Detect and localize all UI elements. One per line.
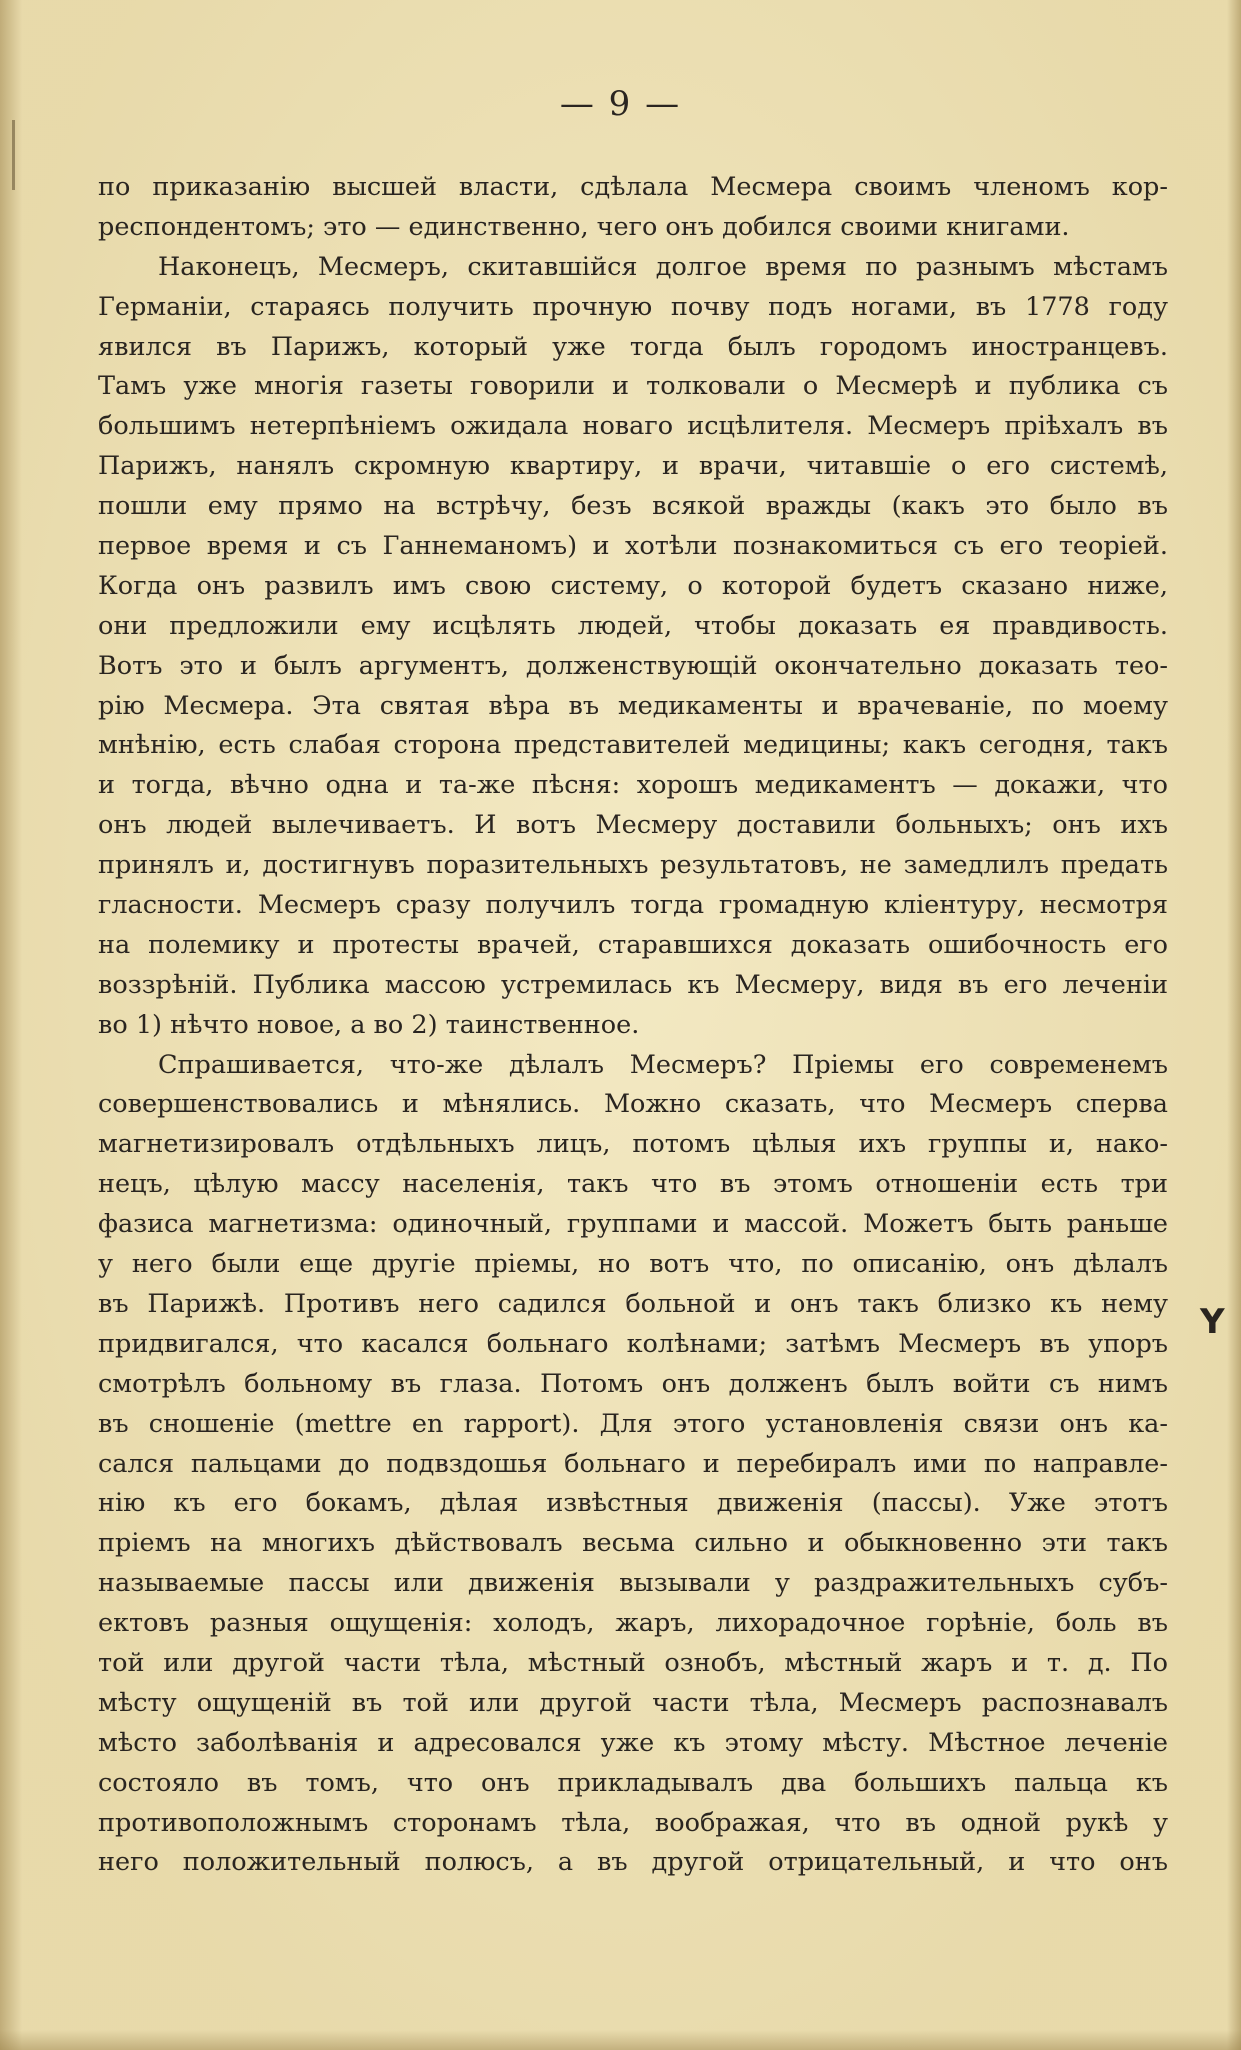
text-line: придвигался, что касался больнаго колѣнами; затѣмъ Месмеръ въ упоръ xyxy=(98,1328,1168,1359)
text-line: мѣсту ощущеній въ той или другой части тѣла, Месмеръ распознавалъ xyxy=(98,1687,1168,1718)
text-line: Когда онъ развилъ имъ свою систему, о которой будетъ сказано ниже, xyxy=(98,570,1168,601)
text-line: смотрѣлъ больному въ глаза. Потомъ онъ долженъ былъ войти съ нимъ xyxy=(98,1368,1168,1399)
text-line: Спрашивается, что-же дѣлалъ Месмеръ? Пріемы его современемъ xyxy=(158,1049,1168,1080)
text-line: онъ людей вылечиваетъ. И вотъ Месмеру доставили больныхъ; онъ ихъ xyxy=(98,810,1168,841)
page-left-shadow xyxy=(0,0,22,2050)
text-line: во 1) нѣчто новое, а во 2) таинственное. xyxy=(98,1009,640,1040)
page-number: — 9 — xyxy=(559,84,682,124)
body-text xyxy=(98,168,1168,1883)
text-line: магнетизировалъ отдѣльныхъ лицъ, потомъ цѣлыя ихъ группы и, нако- xyxy=(98,1129,1168,1160)
text-line: называемые пассы или движенія вызывали у раздражительныхъ субъ- xyxy=(98,1568,1168,1599)
text-line: совершенствовались и мѣнялись. Можно сказать, что Месмеръ сперва xyxy=(98,1089,1168,1120)
text-line: фазиса магнетизма: одиночный, группами и массой. Можетъ быть раньше xyxy=(98,1209,1168,1240)
text-line: нецъ, цѣлую массу населенія, такъ что въ этомъ отношеніи есть три xyxy=(98,1169,1168,1200)
text-line: на полемику и протесты врачей, старавшихся доказать ошибочность его xyxy=(98,929,1168,960)
margin-annotation: Y xyxy=(1200,1302,1225,1342)
text-line: первое время и съ Ганнеманомъ) и хотѣли познакомиться съ его теоріей. xyxy=(98,531,1168,562)
text-line: по приказанію высшей власти, сдѣлала Месмера своимъ членомъ кор- xyxy=(98,172,1168,202)
text-line: большимъ нетерпѣніемъ ожидала новаго исцѣлителя. Месмеръ пріѣхалъ въ xyxy=(98,411,1168,442)
text-line: состояло въ томъ, что онъ прикладывалъ два большихъ пальца къ xyxy=(98,1767,1168,1798)
text-line: Парижъ, нанялъ скромную квартиру, и врачи, читавшіе о его системѣ, xyxy=(98,451,1168,482)
text-line: противоположнымъ сторонамъ тѣла, воображая, что въ одной рукѣ у xyxy=(98,1807,1168,1838)
text-line: Тамъ уже многія газеты говорили и толковали о Месмерѣ и публика съ xyxy=(98,371,1168,402)
text-line: они предложили ему исцѣлять людей, чтобы доказать ея правдивость. xyxy=(98,610,1168,641)
text-line: сался пальцами до подвздошья больнаго и перебиралъ ими по направле- xyxy=(98,1448,1168,1479)
text-line: у него были еще другіе пріемы, но вотъ что, по описанію, онъ дѣлалъ xyxy=(98,1249,1168,1280)
text-line: принялъ и, достигнувъ поразительныхъ результатовъ, не замедлилъ предать xyxy=(98,850,1168,881)
text-line: той или другой части тѣла, мѣстный ознобъ, мѣстный жаръ и т. д. По xyxy=(98,1647,1168,1678)
text-line: въ Парижѣ. Противъ него садился больной и онъ такъ близко къ нему xyxy=(98,1288,1168,1319)
text-line: воззрѣній. Публика массою устремилась къ Месмеру, видя въ его леченіи xyxy=(98,969,1168,1000)
page-right-shadow xyxy=(1227,0,1241,2050)
text-line: и тогда, вѣчно одна и та-же пѣсня: хорошъ медикаментъ — докажи, что xyxy=(98,770,1168,801)
text-line: въ сношеніе (mettre en rapport). Для этого установленія связи онъ ка- xyxy=(98,1408,1168,1439)
text-line: Наконецъ, Месмеръ, скитавшійся долгое время по разнымъ мѣстамъ xyxy=(158,251,1168,282)
text-line: гласности. Месмеръ сразу получилъ тогда громадную кліентуру, несмотря xyxy=(98,890,1168,921)
text-line: явился въ Парижъ, который уже тогда былъ городомъ иностранцевъ. xyxy=(98,331,1168,362)
text-line: респондентомъ; это — единственно, чего онъ добился своими книгами. xyxy=(98,211,1070,242)
binding-mark xyxy=(12,120,15,190)
text-line: нію къ его бокамъ, дѣлая извѣстныя движенія (пассы). Уже этотъ xyxy=(98,1488,1168,1519)
text-line: мнѣнію, есть слабая сторона представителей медицины; какъ сегодня, такъ xyxy=(98,730,1168,761)
text-line: мѣсто заболѣванія и адресовался уже къ этому мѣсту. Мѣстное леченіе xyxy=(98,1727,1168,1758)
page-bottom-shadow xyxy=(0,2030,1241,2050)
text-line: рію Месмера. Эта святая вѣра въ медикаменты и врачеваніе, по моему xyxy=(98,690,1168,721)
text-line: него положительный полюсъ, а въ другой отрицательный, и что онъ xyxy=(98,1847,1168,1878)
text-line: ектовъ разныя ощущенія: холодъ, жаръ, лихорадочное горѣніе, боль въ xyxy=(98,1608,1168,1639)
text-line: пошли ему прямо на встрѣчу, безъ всякой вражды (какъ это было въ xyxy=(98,491,1168,522)
text-line: пріемъ на многихъ дѣйствовалъ весьма сильно и обыкновенно эти такъ xyxy=(98,1528,1168,1559)
text-line: Германіи, стараясь получить прочную почву подъ ногами, въ 1778 году xyxy=(98,291,1168,322)
text-line: Вотъ это и былъ аргументъ, долженствующій окончательно доказать тео- xyxy=(98,650,1168,681)
